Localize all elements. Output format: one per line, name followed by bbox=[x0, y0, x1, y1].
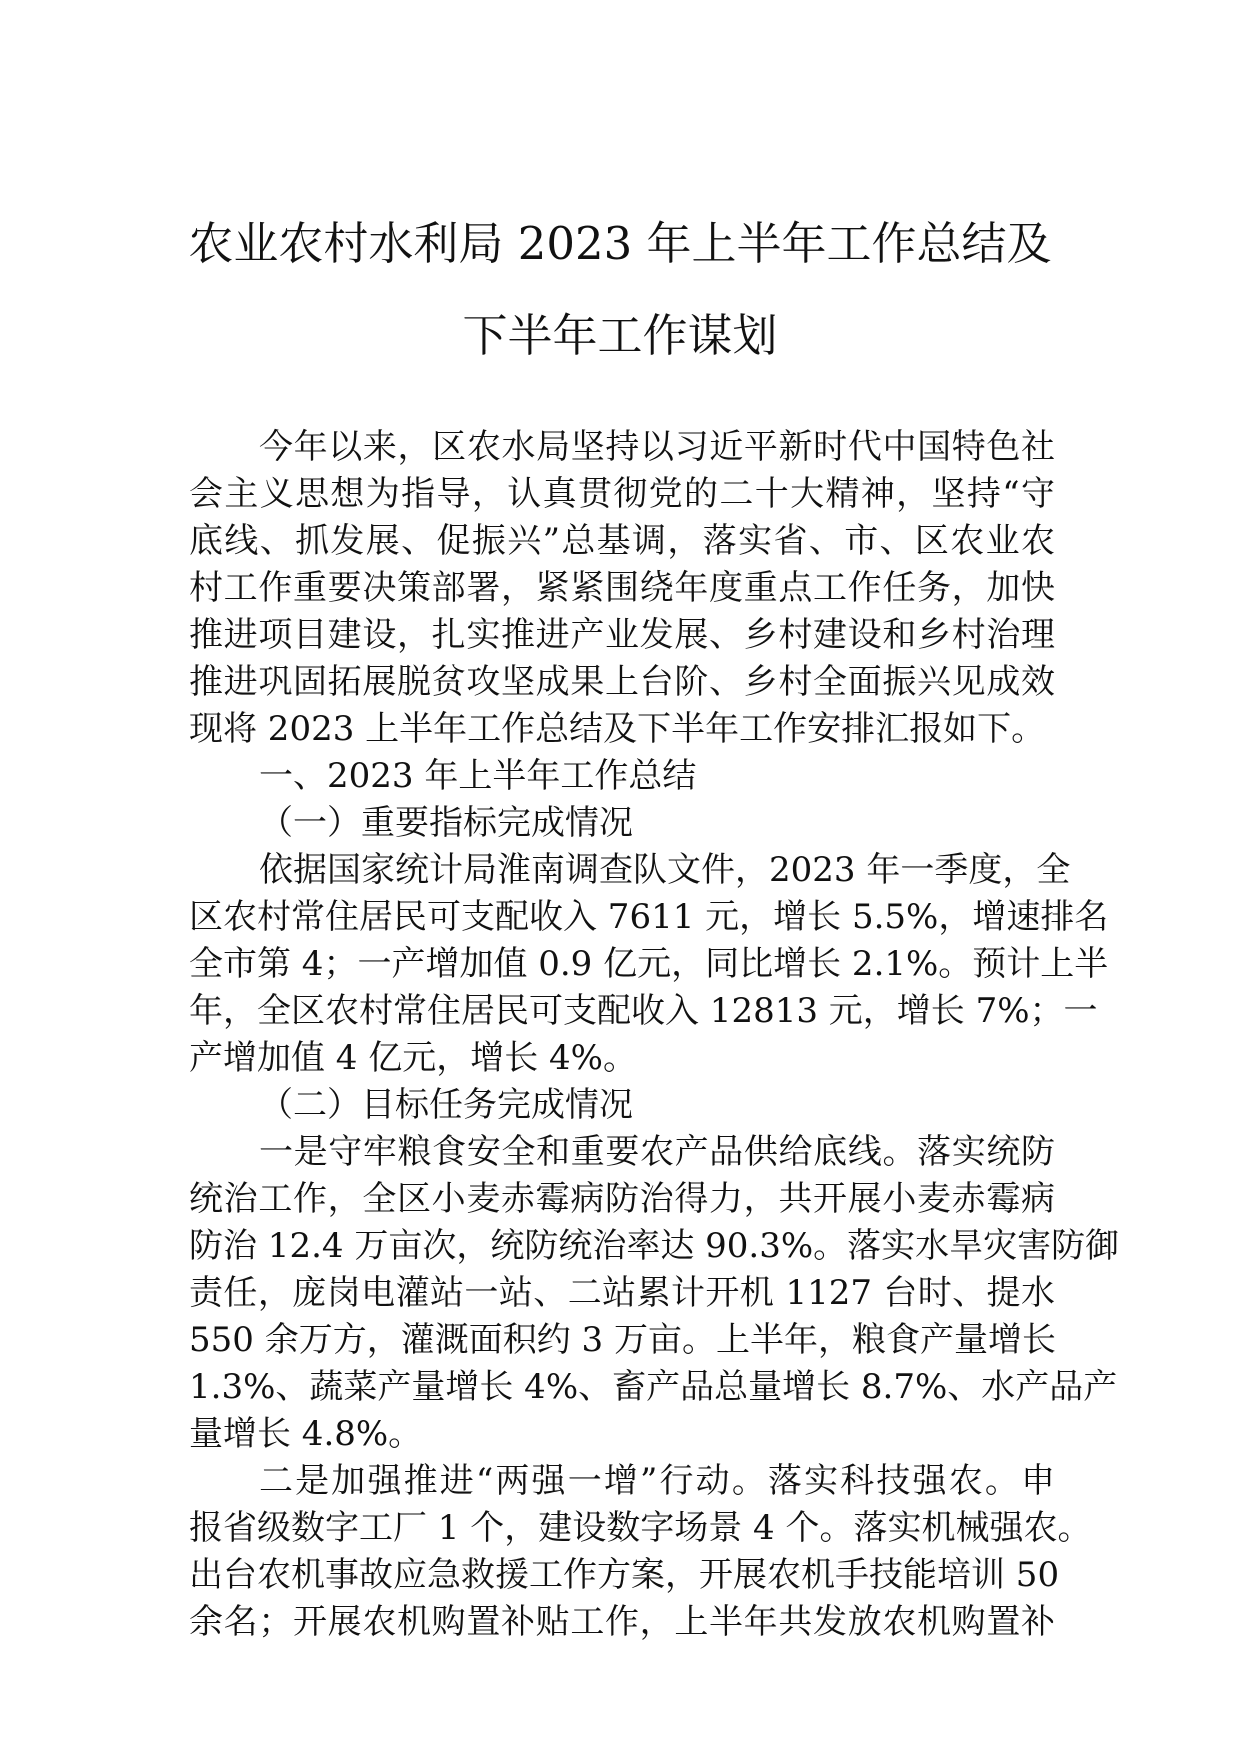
body-text-line: 推进项目建设，扎实推进产业发展、乡村建设和乡村治理 bbox=[189, 615, 1055, 655]
body-text-line: （一）重要指标完成情况 bbox=[259, 803, 633, 843]
body-text-line: 村工作重要决策部署，紧紧围绕年度重点工作任务，加快 bbox=[189, 568, 1055, 608]
body-text-line: 防治 12.4 万亩次，统防统治率达 90.3%。落实水旱灾害防御 bbox=[189, 1226, 1120, 1266]
document-body bbox=[189, 424, 1120, 1646]
body-text-line: 年，全区农村常住居民可支配收入 12813 元，增长 7%；一 bbox=[189, 991, 1098, 1031]
body-text-line: 一、2023 年上半年工作总结 bbox=[259, 756, 697, 796]
body-text-line: 1.3%、蔬菜产量增长 4%、畜产品总量增长 8.7%、水产品产 bbox=[189, 1367, 1118, 1407]
body-text-line: 出台农机事故应急救援工作方案，开展农机手技能培训 50 bbox=[189, 1555, 1060, 1595]
document-title-line-1: 农业农村水利局 2023 年上半年工作总结及 bbox=[188, 217, 1052, 270]
body-text-line: 依据国家统计局淮南调查队文件，2023 年一季度，全 bbox=[259, 850, 1071, 890]
body-text-line: 推进巩固拓展脱贫攻坚成果上台阶、乡村全面振兴见成效 bbox=[189, 662, 1055, 702]
body-text-line: 区农村常住居民可支配收入 7611 元，增长 5.5%，增速排名 bbox=[189, 897, 1109, 937]
body-text-line: 产增加值 4 亿元，增长 4%。 bbox=[189, 1038, 637, 1078]
body-text-line: 二是加强推进“两强一增”行动。落实科技强农。申 bbox=[259, 1461, 1055, 1501]
body-text-line: 一是守牢粮食安全和重要农产品供给底线。落实统防 bbox=[259, 1132, 1055, 1172]
body-text-line: （二）目标任务完成情况 bbox=[259, 1085, 633, 1125]
document-title-line-2: 下半年工作谋划 bbox=[462, 309, 778, 362]
body-text-line: 全市第 4；一产增加值 0.9 亿元，同比增长 2.1%。预计上半 bbox=[189, 944, 1109, 984]
body-text-line: 责任，庞岗电灌站一站、二站累计开机 1127 台时、提水 bbox=[189, 1273, 1055, 1313]
body-text-line: 统治工作，全区小麦赤霉病防治得力，共开展小麦赤霉病 bbox=[189, 1179, 1055, 1219]
body-text-line: 今年以来，区农水局坚持以习近平新时代中国特色社 bbox=[259, 427, 1055, 467]
body-text-line: 底线、抓发展、促振兴”总基调，落实省、市、区农业农 bbox=[189, 521, 1055, 561]
body-text-line: 报省级数字工厂 1 个，建设数字场景 4 个。落实机械强农。 bbox=[189, 1508, 1092, 1548]
body-text-line: 会主义思想为指导，认真贯彻党的二十大精神，坚持“守 bbox=[189, 474, 1055, 514]
body-text-line: 余名；开展农机购置补贴工作，上半年共发放农机购置补 bbox=[189, 1602, 1055, 1642]
body-text-line: 现将 2023 上半年工作总结及下半年工作安排汇报如下。 bbox=[189, 709, 1046, 749]
body-text-line: 550 余万方，灌溉面积约 3 万亩。上半年，粮食产量增长 bbox=[189, 1320, 1056, 1360]
body-text-line: 量增长 4.8%。 bbox=[189, 1414, 423, 1454]
